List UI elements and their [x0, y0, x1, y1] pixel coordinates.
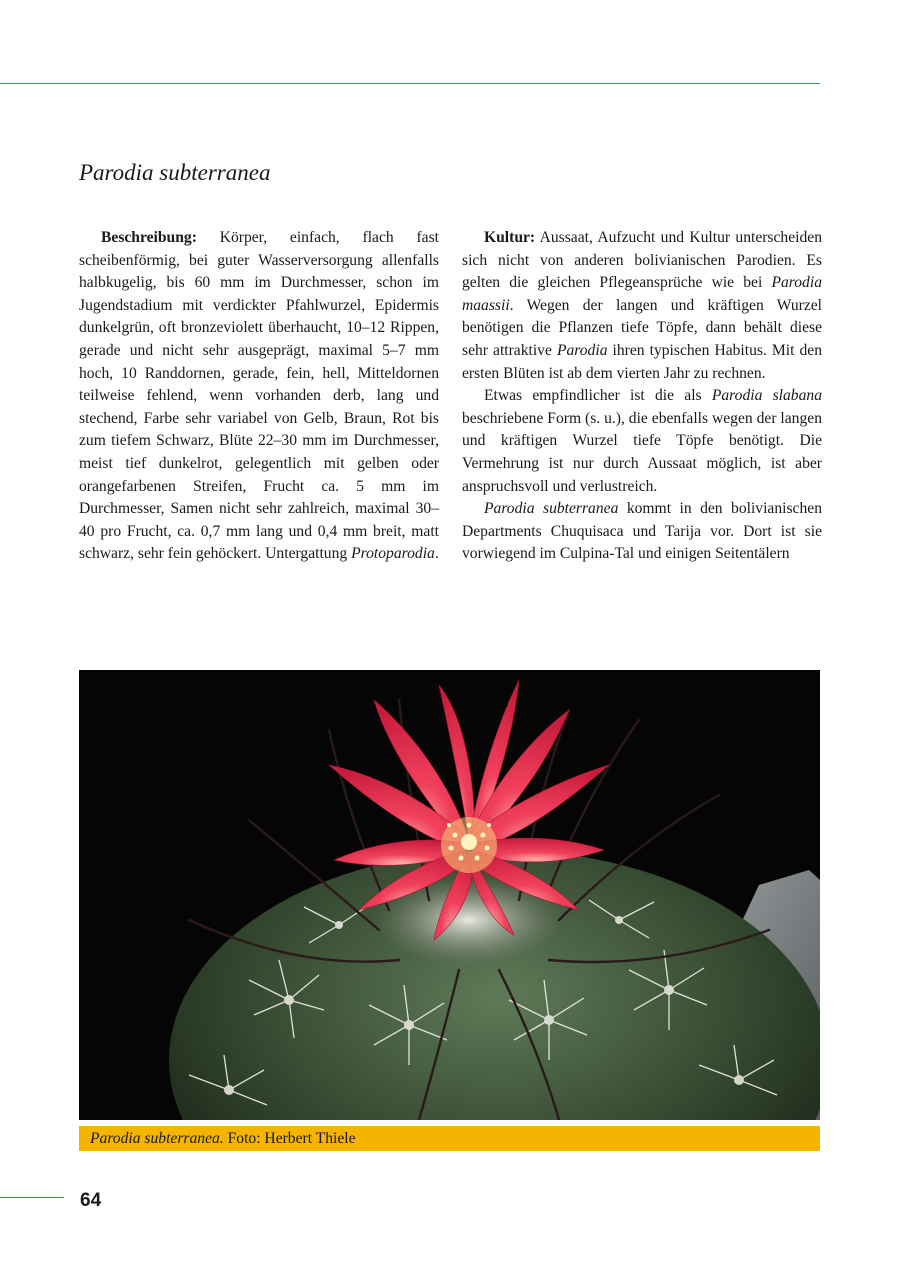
cactus-photo	[79, 670, 820, 1120]
photo-caption	[79, 1126, 820, 1151]
distribution-paragraph: Parodia subterranea kommt in den bolivianischen Departments Chuquisaca und Tarija vor. Dort ist sie vorwiegend im Culpina-Tal und einigen Seitentälern	[462, 500, 822, 563]
bottom-rule	[0, 1197, 64, 1198]
top-rule	[0, 83, 820, 84]
left-column	[79, 227, 439, 566]
page-title: Parodia subterranea	[79, 160, 271, 185]
culture-paragraph: Kultur: Aussaat, Aufzucht und Kultur unterscheiden sich nicht von anderen bolivianischen Parodien. Es gelten die gleichen Pflegeansprüche wie bei Parodia maassii. Wegen der langen und kräftigen Wurzel benötigen die Pflanzen tiefe Töpfe, dann behält diese sehr attraktive Parodia ihren typischen Habitus. Mit den ersten Blüten ist ab dem vierten Jahr zu rechnen.	[462, 229, 822, 382]
description-paragraph: Beschreibung: Körper, einfach, flach fast scheibenförmig, bei guter Wasserversorgung allenfalls halbkugelig, bis 60 mm im Durchmesser, schon im Jugendstadium mit verdickter Pfahlwurzel, Epidermis dunkelgrün, oft bronzeviolett überhaucht, 10–12 Rippen, gerade und nicht sehr ausgeprägt, maximal 5–7 mm hoch, 10 Randdornen, gerade, fein, hell, Mitteldornen teilweise fehlend, wenn vorhanden derb, lang und stechend, Farbe sehr variabel von Gelb, Braun, Rot bis zum tiefem Schwarz, Blüte 22–30 mm im Durchmesser, meist tief dunkelrot, gelegentlich mit gelben oder orangefarbenen Streifen, Frucht ca. 5 mm im Durchmesser, Samen nicht sehr zahlreich, maximal 30–40 pro Frucht, ca. 0,7 mm lang und 0,4 mm breit, matt schwarz, sehr fein gehöckert. Untergattung Protoparodia.	[79, 229, 439, 563]
description-lead: Beschreibung:	[101, 229, 197, 246]
page-number: 64	[80, 1190, 102, 1211]
caption-species: Parodia subterranea.	[90, 1130, 224, 1147]
culture-lead: Kultur:	[484, 229, 536, 246]
caption-credit: Foto: Herbert Thiele	[223, 1130, 356, 1147]
right-column	[462, 227, 822, 566]
cactus-illustration	[79, 670, 820, 1120]
slabana-paragraph: Etwas empfindlicher ist die als Parodia slabana beschriebene Form (s. u.), die ebenfalls wegen der langen und kräftigen Wurzel tiefe Töpfe benötigt. Die Vermehrung ist nur durch Aussaat möglich, ist aber anspruchsvoll und verlustreich.	[462, 387, 822, 495]
